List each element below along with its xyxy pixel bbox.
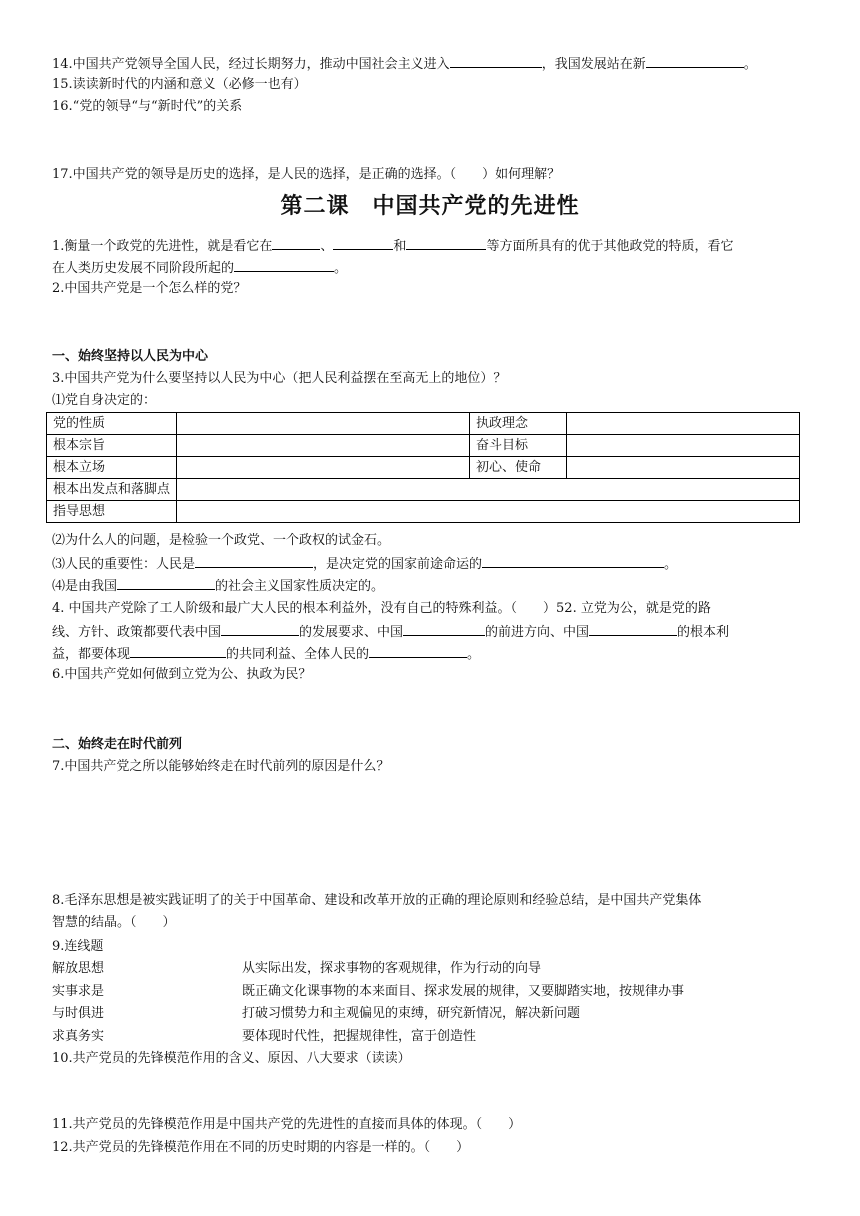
table-row xyxy=(47,479,800,501)
table-cell-blank[interactable] xyxy=(177,413,470,435)
question-4-cont xyxy=(52,620,729,644)
q3s3-blank-1[interactable] xyxy=(195,552,313,568)
q4-text-d: 的前进方向、中国 xyxy=(485,625,590,640)
q14-text-b: ，我国发展站在新 xyxy=(541,57,646,72)
q4-blank-2[interactable] xyxy=(403,620,485,636)
question-8: 8.毛泽东思想是被实践证明了的关于中国革命、建设和改革开放的正确的理论原则和经验总结，是中国共产党集体 xyxy=(52,893,702,908)
table-cell-blank[interactable] xyxy=(567,435,800,457)
q14-blank-2[interactable] xyxy=(646,52,744,68)
table-label-guiding-thought: 指导思想 xyxy=(47,501,177,523)
table-label-nature: 党的性质 xyxy=(47,413,177,435)
table-cell-blank[interactable] xyxy=(177,457,470,479)
question-17: 17.中国共产党的领导是历史的选择，是人民的选择，是正确的选择。（ ）如何理解？ xyxy=(52,167,561,182)
match-left-4[interactable]: 求真务实 xyxy=(52,1029,105,1044)
question-3-sub-3 xyxy=(52,552,677,576)
section-1-heading: 一、始终坚持以人民为中心 xyxy=(52,349,209,364)
section-2-heading: 二、始终走在时代前列 xyxy=(52,737,183,752)
q3s3-text-a: ⑶人民的重要性：人民是 xyxy=(52,557,196,572)
table-row xyxy=(47,457,800,479)
question-3-sub-2: ⑵为什么人的问题，是检验一个政党、一个政权的试金石。 xyxy=(52,533,391,548)
q1-text-c: 和 xyxy=(393,239,407,254)
question-12: 12.共产党员的先锋模范作用在不同的历史时期的内容是一样的。（ ） xyxy=(52,1140,470,1155)
question-15: 15.读读新时代的内涵和意义（必修一也有） xyxy=(52,77,307,92)
question-3: 3.中国共产党为什么要坚持以人民为中心（把人民利益摆在至高无上的地位）？ xyxy=(52,371,507,386)
question-4-cont-2 xyxy=(52,642,480,666)
question-16: 16.“党的领导“与“新时代”的关系 xyxy=(52,99,243,114)
match-right-3[interactable]: 打破习惯势力和主观偏见的束缚，研究新情况，解决新问题 xyxy=(242,1006,581,1021)
q4-text-c: 的发展要求、中国 xyxy=(299,625,404,640)
q3s3-blank-2[interactable] xyxy=(482,552,664,568)
q1-text-e: 在人类历史发展不同阶段所起的 xyxy=(52,261,235,276)
table-label-stance: 根本立场 xyxy=(47,457,177,479)
match-right-4[interactable]: 要体现时代性，把握规律性，富于创造性 xyxy=(242,1029,477,1044)
match-right-1[interactable]: 从实际出发，探求事物的客观规律，作为行动的向导 xyxy=(242,961,542,976)
q4-blank-4[interactable] xyxy=(130,642,226,658)
q4-text-f: 益，都要体现 xyxy=(52,647,131,662)
question-9: 9.连线题 xyxy=(52,939,104,954)
q3s4-text-b: 的社会主义国家性质决定的。 xyxy=(215,579,385,594)
match-left-1[interactable]: 解放思想 xyxy=(52,961,105,976)
question-8-cont: 智慧的结晶。（ ） xyxy=(52,915,176,930)
q4-text-b: 线、方针、政策都要代表中国 xyxy=(52,625,222,640)
question-4: 4. 中国共产党除了工人阶级和最广大人民的根本利益外，没有自己的特殊利益。（ ）52. 立党为公，就是党的路 xyxy=(52,601,711,616)
question-1-cont xyxy=(52,256,347,280)
table-cell-blank[interactable] xyxy=(177,501,800,523)
table-label-purpose: 根本宗旨 xyxy=(47,435,177,457)
table-cell-blank[interactable] xyxy=(177,435,470,457)
fill-table xyxy=(46,412,800,523)
table-label-concept: 执政理念 xyxy=(470,413,567,435)
q3s3-text-b: ，是决定党的国家前途命运的 xyxy=(313,557,483,572)
table-label-starting-point: 根本出发点和落脚点 xyxy=(47,479,177,501)
q4-text-h: 。 xyxy=(467,647,481,662)
question-10: 10.共产党员的先锋模范作用的含义、原因、八大要求（读读） xyxy=(52,1051,411,1066)
table-cell-blank[interactable] xyxy=(177,479,800,501)
question-3-sub-4 xyxy=(52,574,384,598)
q14-blank-1[interactable] xyxy=(450,52,542,68)
q1-blank-2[interactable] xyxy=(333,234,393,250)
q1-text-a: 1.衡量一个政党的先进性，就是看它在 xyxy=(52,239,273,254)
question-11: 11.共产党员的先锋模范作用是中国共产党的先进性的直接而具体的体现。（ ） xyxy=(52,1117,522,1132)
question-3-sub-1: ⑴党自身决定的： xyxy=(52,393,157,408)
q4-text-g: 的共同利益、全体人民的 xyxy=(226,647,370,662)
question-14 xyxy=(52,52,757,76)
q3s4-text-a: ⑷是由我国 xyxy=(52,579,118,594)
q4-blank-5[interactable] xyxy=(369,642,467,658)
table-cell-blank[interactable] xyxy=(567,413,800,435)
table-cell-blank[interactable] xyxy=(567,457,800,479)
q1-blank-4[interactable] xyxy=(234,256,334,272)
q1-text-d: 等方面所具有的优于其他政党的特质，看它 xyxy=(486,239,734,254)
q4-text-e: 的根本利 xyxy=(677,625,730,640)
lesson-title: 第二课 中国共产党的先进性 xyxy=(280,194,580,219)
table-row xyxy=(47,435,800,457)
table-label-mission: 初心、使命 xyxy=(470,457,567,479)
q1-text-f: 。 xyxy=(334,261,348,276)
q4-blank-3[interactable] xyxy=(589,620,677,636)
q1-blank-1[interactable] xyxy=(272,234,320,250)
match-right-2[interactable]: 既正确文化课事物的本来面目、探求发展的规律，又要脚踏实地，按规律办事 xyxy=(242,984,685,999)
q1-text-b: 、 xyxy=(320,239,334,254)
table-row xyxy=(47,501,800,523)
q3s4-blank-1[interactable] xyxy=(117,574,215,590)
question-1 xyxy=(52,234,733,258)
q3s3-text-c: 。 xyxy=(664,557,678,572)
table-row xyxy=(47,413,800,435)
q1-blank-3[interactable] xyxy=(406,234,486,250)
question-7: 7.中国共产党之所以能够始终走在时代前列的原因是什么？ xyxy=(52,759,390,774)
table-label-goal: 奋斗目标 xyxy=(470,435,567,457)
q4-blank-1[interactable] xyxy=(221,620,299,636)
match-left-3[interactable]: 与时俱进 xyxy=(52,1006,105,1021)
q14-text-a: 14.中国共产党领导全国人民，经过长期努力，推动中国社会主义进入 xyxy=(52,57,450,72)
question-2: 2.中国共产党是一个怎么样的党？ xyxy=(52,281,247,296)
q14-text-end: 。 xyxy=(743,57,757,72)
question-6: 6.中国共产党如何做到立党为公、执政为民？ xyxy=(52,667,312,682)
match-left-2[interactable]: 实事求是 xyxy=(52,984,105,999)
